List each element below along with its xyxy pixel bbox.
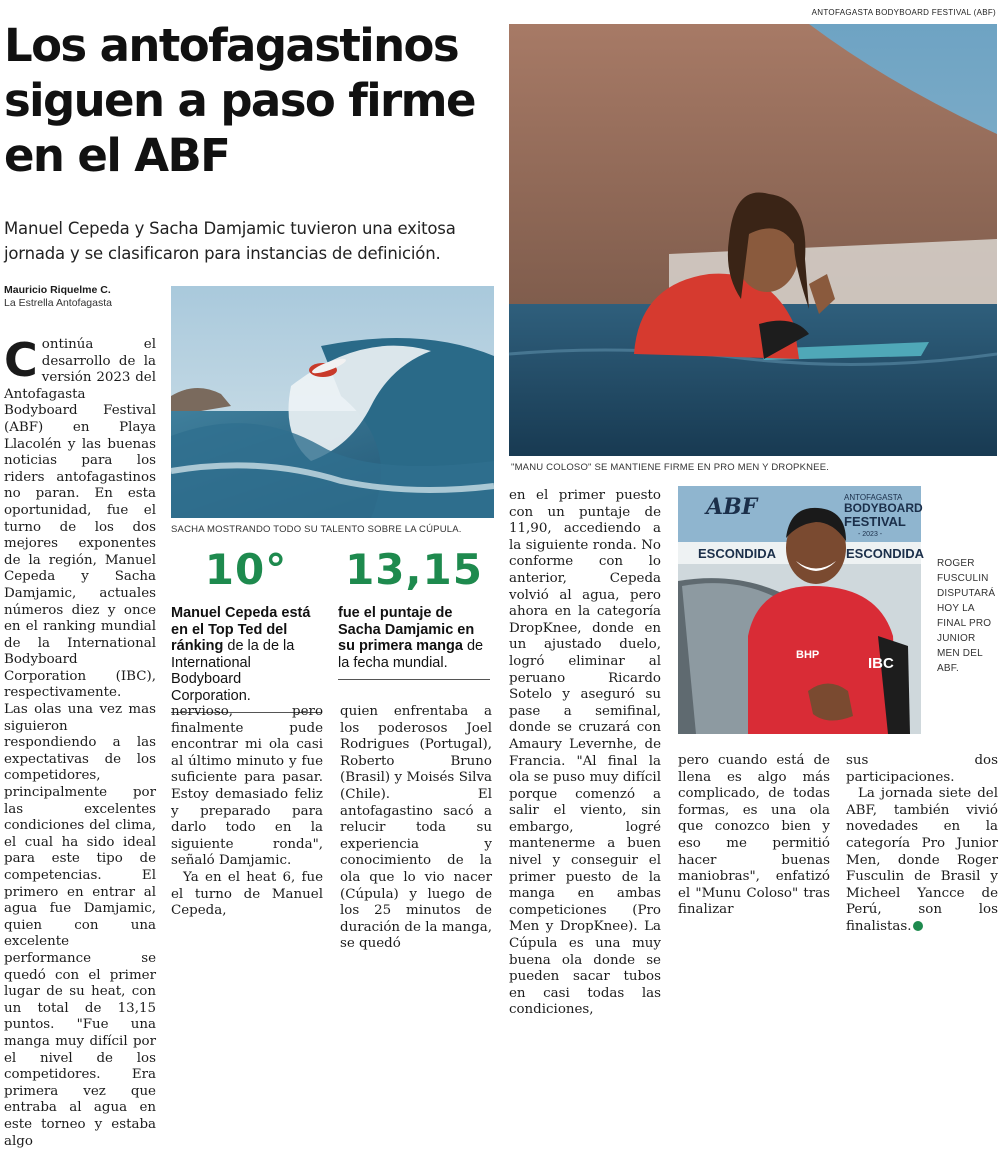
stat-score-bold: fue el puntaje de Sacha Damjamic en su primera manga [338, 605, 475, 654]
stat-ranking-bold: Manuel Cepeda está en el Top Ted del ránking [171, 605, 311, 654]
body-paragraph: nervioso, pero finalmente pude encontrar mi ola casi al último minuto y fue suficiente para pasar. Estoy demasiado feliz y preparado para darlo todo en la siguiente ronda", señaló Damjamic. [171, 704, 323, 869]
stat-score [338, 544, 490, 680]
byline-author: Mauricio Riquelme C. [4, 284, 111, 296]
body-paragraph: quien enfrentaba a los poderosos Joel Rodrigues (Portugal), Roberto Bruno (Brasil) y Moisés Silva (Chile). El antofagastino sacó a relucir toda su experiencia y conocimiento de la ola que lo vio nacer (Cúpula) y luego de los 25 minutos de duración de la manga, se quedó [340, 704, 492, 952]
body-paragraph [4, 333, 156, 702]
byline [4, 284, 112, 310]
sponsor-left: ESCONDIDA [698, 546, 777, 561]
photo-surfer-on-wave [171, 286, 494, 518]
photo-credit: ANTOFAGASTA BODYBOARD FESTIVAL (ABF) [811, 8, 996, 17]
caption-roger: ROGER FUSCULIN DISPUTARÁ HOY LA FINAL PRO JUNIOR MEN DEL ABF. [937, 558, 996, 674]
stat-ranking [171, 544, 321, 713]
photo-manu-coloso [509, 24, 997, 456]
jersey-brand: BHP [796, 649, 820, 661]
body-paragraph: pero cuando está de llena es algo más complicado, de todas formas, es una ola que conozco bien y eso me permitió hacer buenas maniobras", enfatizó el "Munu Coloso" tras finalizar [678, 753, 830, 918]
stat-ranking-text [171, 605, 321, 704]
body-column-6 [846, 753, 998, 936]
subheadline: Manuel Cepeda y Sacha Damjamic tuvieron una exitosa jornada y se clasificaron para instancias de definición. [4, 219, 456, 263]
byline-outlet: La Estrella Antofagasta [4, 297, 112, 309]
body-column-1 [4, 333, 156, 1150]
sponsor-right: ESCONDIDA [846, 546, 925, 561]
stat-score-text [338, 605, 490, 671]
headline: Los antofagastinos siguen a paso firme en el ABF [4, 19, 475, 182]
stat-score-rule [338, 679, 490, 680]
stat-score-rest: de la fecha mundial. [338, 638, 484, 671]
abf-logo: ABF [706, 494, 758, 520]
festival-line3: FESTIVAL [844, 514, 906, 529]
festival-line1: ANTOFAGASTA [844, 493, 903, 502]
body-paragraph: en el primer puesto con un puntaje de 11,90, accediendo a la siguiente ronda. No conforme con lo anterior, Cepeda volvió al agua, pero ahora en la categoría DropKnee, donde en un ajustado duelo, logró eliminar al peruano Ricardo Sotelo y aseguró su pase a semifinal, donde se cruzará con Amaury Levernhe, de Francia. "Al final la ola se puso muy difícil porque comenzó a salir el viento, sin embargo, logré mantenerme a buen nivel y conseguir el primer puesto de la manga en ambas competiciones (Pro Men y DropKnee). La Cúpula es una muy buena ola donde se pueden sacar tubos en casi todas las condiciones, [509, 488, 661, 1018]
body-column-4 [509, 488, 661, 1019]
jersey-ibc: IBC [868, 655, 894, 672]
stat-ranking-rest: de la de la International Bodyboard Corporation. [171, 638, 295, 704]
photo-roger-fusculin [678, 486, 925, 734]
body-paragraph: Ya en el heat 6, fue el turno de Manuel Cepeda, [171, 869, 323, 919]
body-column-3 [340, 704, 492, 953]
festival-year: - 2023 - [858, 531, 883, 538]
body-text: La jornada siete del ABF, también vivió novedades en la categoría Pro Junior Men, donde Roger Fusculin de Brasil y Micheel Yancce de Perú, son los finalistas. [846, 786, 998, 934]
body-column-2 [171, 704, 323, 920]
body-paragraph [846, 786, 998, 935]
stat-ranking-number: 10° [204, 545, 288, 594]
dropcap: C [4, 333, 38, 387]
body-column-5 [678, 753, 830, 919]
stat-score-number: 13,15 [345, 545, 483, 594]
body-paragraph: Las olas una vez mas siguieron respondiendo a las expectativas de los competidores, principalmente por las excelentes condiciones del clima, el cual ha sido ideal para este tipo de competencias. El primero en entrar al agua fue Damjamic, quien con una excelente performance se quedó con el primer lugar de su heat, con un total de 13,15 puntos. "Fue una manga muy difícil por el nivel de los competidores. Era primera vez que entraba al agua en este torneo y estaba algo [4, 702, 156, 1149]
body-text: ontinúa el desarrollo de la versión 2023 del Antofagasta Bodyboard Festival (ABF) en Playa Llacolén y las buenas noticias para los riders antofagastinos no paran. En esta oportunidad, fue el turno de los dos mejores exponentes de la región, Manuel Cepeda y Sacha Damjamic, actuales números diez y once en el ranking mundial de la International Bodyboard Corporation (IBC), respectivamente. [4, 337, 156, 701]
festival-line2: BODYBOARD [844, 501, 923, 515]
body-paragraph: sus dos participaciones. [846, 753, 998, 785]
caption-manu: "MANU COLOSO" SE MANTIENE FIRME EN PRO MEN Y DROPKNEE. [511, 462, 830, 473]
end-mark-icon [913, 921, 923, 931]
caption-wave: SACHA MOSTRANDO TODO SU TALENTO SOBRE LA CÚPULA. [171, 524, 462, 535]
